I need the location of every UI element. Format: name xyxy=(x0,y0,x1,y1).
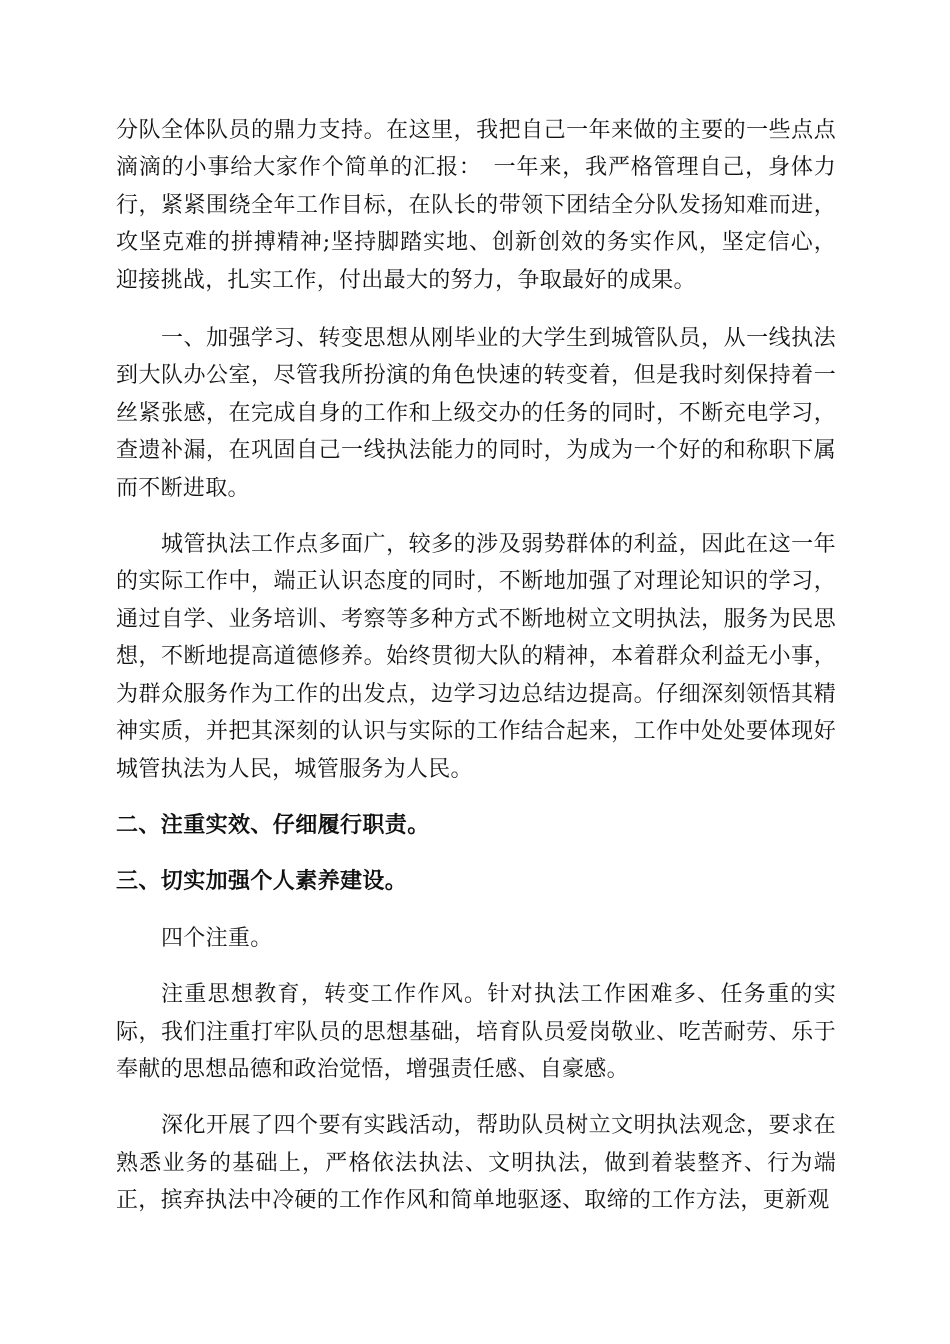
paragraph-ideology: 注重思想教育，转变工作作风。针对执法工作困难多、任务重的实际，我们注重打牢队员的思想基础，培育队员爱岗敬业、吃苦耐劳、乐于奉献的思想品德和政治觉悟，增强责任感、自豪感。 xyxy=(116,982,836,1082)
paragraph-enforcement: 城管执法工作点多面广，较多的涉及弱势群体的利益，因此在这一年的实际工作中，端正认识态度的同时，不断地加强了对理论知识的学习，通过自学、业务培训、考察等多种方式不断地树立文明执法，服务为民思想，不断地提高道德修养。始终贯彻大队的精神，本着群众利益无小事，为群众服务作为工作的出发点，边学习边总结边提高。仔细深刻领悟其精神实质，并把其深刻的认识与实际的工作结合起来，工作中处处要体现好城管执法为人民，城管服务为人民。 xyxy=(116,532,836,782)
paragraph-practice: 深化开展了四个要有实践活动，帮助队员树立文明执法观念，要求在熟悉业务的基础上，严格依法执法、文明执法，做到着装整齐、行为端正，摈弃执法中冷硬的工作作风和简单地驱逐、取缔的工作方法，更新观 xyxy=(116,1113,836,1214)
paragraph-intro: 分队全体队员的鼎力支持。在这里，我把自己一年来做的主要的一些点点滴滴的小事给大家作个简单的汇报： 一年来，我严格管理自己，身体力行，紧紧围绕全年工作目标，在队长的带领下团结全分队发扬知难而进，攻坚克难的拼搏精神;坚持脚踏实地、创新创效的务实作风，坚定信心，迎接挑战，扎实工作，付出最大的努力，争取最好的成果。 xyxy=(116,118,836,293)
paragraph-four-focus: 四个注重。 xyxy=(161,925,273,951)
paragraph-study: 一、加强学习、转变思想从刚毕业的大学生到城管队员，从一线执法到大队办公室，尽管我所扮演的角色快速的转变着，但是我时刻保持着一丝紧张感，在完成自身的工作和上级交办的任务的同时，不断充电学习，查遗补漏，在巩固自己一线执法能力的同时，为成为一个好的和称职下属而不断进取。 xyxy=(116,326,836,501)
document-page xyxy=(116,112,836,1239)
heading-section-three: 三、切实加强个人素养建设。 xyxy=(116,869,408,895)
heading-section-two: 二、注重实效、仔细履行职责。 xyxy=(116,812,430,838)
